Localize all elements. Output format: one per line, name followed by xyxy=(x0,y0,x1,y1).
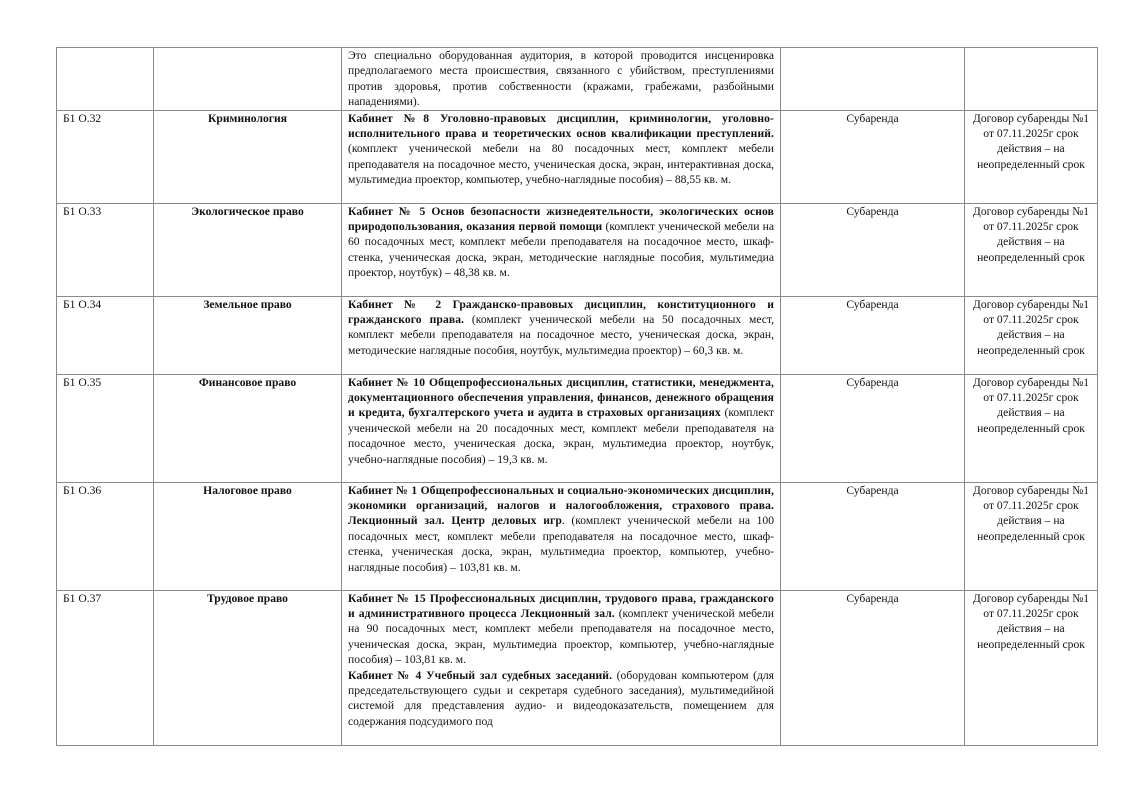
room-description xyxy=(342,203,781,296)
contract-details: Договор субаренды №1 от 07.11.2025г срок действия – на неопределенный срок xyxy=(965,374,1098,482)
contract-details: Договор субаренды №1 от 07.11.2025г срок действия – на неопределенный срок xyxy=(965,590,1098,745)
room-equipment: (комплект ученической мебели на 60 посадочных мест, комплект мебели преподавателя на посадочное место, шкаф-стенка, ученическая доска, экран, методические наглядные пособия, мультимедиа проектор, ноутбук) – 48,38 кв. м. xyxy=(348,220,774,280)
usage-basis: Субаренда xyxy=(781,203,965,296)
room-title: Кабинет № 4 Учебный зал судебных заседаний. xyxy=(348,668,613,682)
premises-table xyxy=(56,47,1098,746)
room-title: Кабинет № 5 Основ безопасности жизнедеятельности, экологических основ природопользования, оказания первой помощи xyxy=(348,204,774,234)
room-equipment: (комплект ученической мебели на 50 посадочных мест, комплект мебели преподавателя на посадочное место, ученическая доска, экран, методические наглядные пособия, ноутбук, мультимедиа проектор) – 60,3 кв. м. xyxy=(348,313,774,357)
discipline-name: Трудовое право xyxy=(154,590,342,745)
room-title: Кабинет № 15 Профессиональных дисциплин, трудового права, гражданского и административного процесса Лекционный зал. xyxy=(348,591,774,621)
room-equipment: (оборудован компьютером (для председательствующего судьи и секретаря судебного заседания), мультимедийной системой для представления аудио- и видеодоказательств, помещением для содержания подсудимого под xyxy=(348,668,774,728)
discipline-name: Экологическое право xyxy=(154,203,342,296)
room-description xyxy=(342,590,781,745)
room-title: Кабинет № 2 Гражданско-правовых дисциплин, конституционного и гражданского права. xyxy=(348,297,774,327)
room-equipment: (комплект ученической мебели на 80 посадочных мест, комплект мебели преподавателя на посадочное место, ученическая доска, экран, интерактивная доска, мультимедиа проектор, компьютер, учебно-наглядные пособия) – 88,55 кв. м. xyxy=(348,142,774,187)
discipline-name: Криминология xyxy=(154,110,342,203)
room-description xyxy=(342,296,781,374)
contract-details xyxy=(965,48,1098,111)
discipline-code: Б1 О.35 xyxy=(57,374,154,482)
usage-basis: Субаренда xyxy=(781,590,965,745)
room-description xyxy=(342,48,781,111)
contract-details: Договор субаренды №1 от 07.11.2025г срок действия – на неопределенный срок xyxy=(965,110,1098,203)
room-equipment: Это специально оборудованная аудитория, в которой проводится инсценировка предполагаемого места происшествия, связанного с убийством, преступлениями против здоровья, против собственности (кражами, грабежами, разбойными нападениями). xyxy=(348,49,774,109)
discipline-code: Б1 О.33 xyxy=(57,203,154,296)
discipline-name: Финансовое право xyxy=(154,374,342,482)
table-row xyxy=(57,110,1098,203)
room-description xyxy=(342,374,781,482)
room-description xyxy=(342,110,781,203)
discipline-name: Земельное право xyxy=(154,296,342,374)
room-equipment: (комплект ученической мебели на 90 посадочных мест, комплект мебели преподавателя на посадочное место, ученическая доска, экран, мультимедиа проектор, компьютер, учебно-наглядные пособия) – 103,81 кв. м. xyxy=(348,607,774,667)
room-title: Кабинет №8 Уголовно-правовых дисциплин, криминологии, уголовно-исполнительного права и теоретических основ квалификации преступлений. xyxy=(348,111,774,141)
table-row xyxy=(57,203,1098,296)
table-row xyxy=(57,48,1098,111)
usage-basis: Субаренда xyxy=(781,296,965,374)
usage-basis: Субаренда xyxy=(781,482,965,590)
discipline-code: Б1 О.34 xyxy=(57,296,154,374)
room-equipment: . (комплект ученической мебели на 100 посадочных мест, комплект мебели преподавателя на посадочное место, шкаф-стенка, ученическая доска, экран, мультимедиа проектор, компьютер, учебно-наглядные пособия) – 103,81 кв. м. xyxy=(348,514,774,574)
usage-basis xyxy=(781,48,965,111)
discipline-name xyxy=(154,48,342,111)
table-row xyxy=(57,296,1098,374)
contract-details: Договор субаренды №1 от 07.11.2025г срок действия – на неопределенный срок xyxy=(965,482,1098,590)
usage-basis: Субаренда xyxy=(781,110,965,203)
contract-details: Договор субаренды №1 от 07.11.2025г срок действия – на неопределенный срок xyxy=(965,203,1098,296)
room-equipment: (комплект ученической мебели на 20 посадочных мест, комплект мебели преподавателя на посадочное место, ученическая доска, экран, мультимедиа проектор, ноутбук, учебно-наглядные пособия) – 19,3 кв. м. xyxy=(348,406,774,466)
table-row xyxy=(57,590,1098,745)
table-row xyxy=(57,374,1098,482)
room-description xyxy=(342,482,781,590)
room-title: Кабинет № 1 Общепрофессиональных и социально-экономических дисциплин, экономики организаций, налогов и налогообложения, страхового права. Лекционный зал. Центр деловых игр xyxy=(348,483,774,528)
room-title: Кабинет № 10 Общепрофессиональных дисциплин, статистики, менеджмента, документационного обеспечения управления, финансов, денежного обращения и кредита, бухгалтерского учета и аудита в страховых организациях xyxy=(348,375,774,420)
discipline-name: Налоговое право xyxy=(154,482,342,590)
contract-details: Договор субаренды №1 от 07.11.2025г срок действия – на неопределенный срок xyxy=(965,296,1098,374)
discipline-code: Б1 О.37 xyxy=(57,590,154,745)
discipline-code xyxy=(57,48,154,111)
table-row xyxy=(57,482,1098,590)
usage-basis: Субаренда xyxy=(781,374,965,482)
discipline-code: Б1 О.36 xyxy=(57,482,154,590)
discipline-code: Б1 О.32 xyxy=(57,110,154,203)
